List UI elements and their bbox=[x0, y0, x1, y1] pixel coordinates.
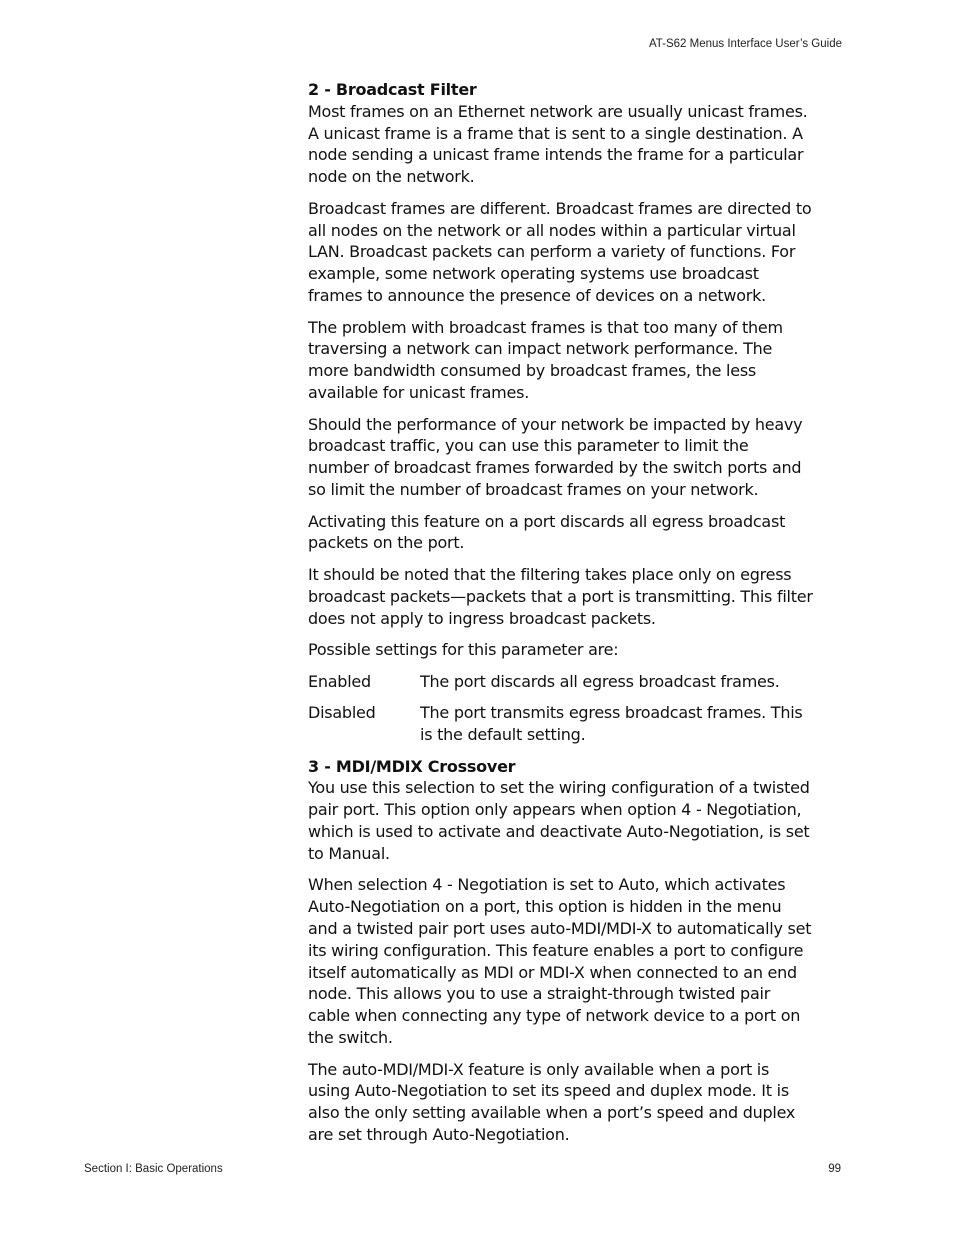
paragraph: The problem with broadcast frames is that too many of them traversing a network can impact network performance. The more bandwidth consumed by broadcast frames, the less available for unicast frames. bbox=[308, 317, 783, 402]
paragraph: The auto-MDI/MDI-X feature is only available when a port is using Auto-Negotiation to set its speed and duplex mode. It is also the only setting available when a port’s speed and duplex are set through Auto-Negotiation. bbox=[308, 1059, 796, 1145]
running-header: AT-S62 Menus Interface User’s Guide bbox=[648, 38, 842, 50]
paragraph: Possible settings for this parameter are: bbox=[308, 640, 619, 660]
paragraph: Activating this feature on a port discards all egress broadcast packets on the port. bbox=[308, 511, 786, 553]
setting-row-disabled bbox=[308, 702, 814, 746]
paragraph: Broadcast frames are different. Broadcast frames are directed to all nodes on the network or all nodes within a particular virtual LAN. Broadcast packets can perform a variety of functions. For example, some network operating systems use broadcast frames to announce the presence of devices on a network. bbox=[308, 198, 812, 305]
paragraph: Should the performance of your network be impacted by heavy broadcast traffic, you can use this parameter to limit the number of broadcast frames forwarded by the switch ports and so limit the number of broadcast frames on your network. bbox=[308, 414, 803, 499]
page-content bbox=[308, 79, 814, 1156]
footer-section-label: Section I: Basic Operations bbox=[84, 1163, 223, 1175]
setting-term: Disabled bbox=[308, 703, 376, 723]
setting-row-enabled bbox=[308, 671, 814, 693]
setting-term: Enabled bbox=[308, 671, 371, 691]
paragraph: You use this selection to set the wiring configuration of a twisted pair port. This option only appears when option 4 - Negotiation, which is used to activate and deactivate Auto-Negotiation, is set to Manual. bbox=[308, 778, 810, 863]
paragraph: It should be noted that the filtering takes place only on egress broadcast packets—packets that a port is transmitting. This filter does not apply to ingress broadcast packets. bbox=[308, 564, 813, 628]
setting-description: The port transmits egress broadcast frames. This is the default setting. bbox=[420, 703, 803, 745]
paragraph: When selection 4 - Negotiation is set to Auto, which activates Auto-Negotiation on a port, this option is hidden in the menu and a twisted pair port uses auto-MDI/MDI-X to automatically set its wiring configuration. This feature enables a port to configure itself automatically as MDI or MDI-X when connected to an end node. This allows you to use a straight-through twisted pair cable when connecting any type of network device to a port on the switch. bbox=[308, 875, 812, 1048]
page-number: 99 bbox=[828, 1163, 841, 1175]
setting-description: The port discards all egress broadcast frames. bbox=[420, 671, 780, 691]
paragraph: Most frames on an Ethernet network are usually unicast frames. A unicast frame is a frame that is sent to a single destination. A node sending a unicast frame intends the frame for a particular node on the network. bbox=[308, 101, 808, 187]
section-heading-broadcast-filter: 2 - Broadcast Filter bbox=[308, 80, 477, 99]
section-heading-mdi-mdix-crossover: 3 - MDI/MDIX Crossover bbox=[308, 756, 516, 776]
